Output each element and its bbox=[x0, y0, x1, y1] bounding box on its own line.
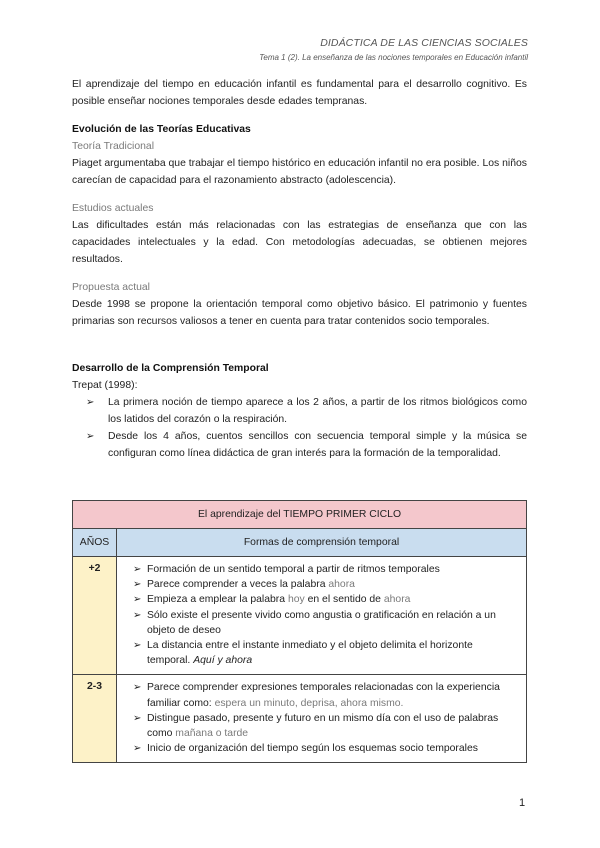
propuesta-section bbox=[72, 279, 527, 330]
tradicional-text: Piaget argumentaba que trabajar el tiempo histórico en educación infantil no era posible. Los niños carecían de capacidad para el razonamiento abstracto (adolescencia). bbox=[72, 158, 527, 186]
header-title: DIDÁCTICA DE LAS CIENCIAS SOCIALES bbox=[320, 37, 528, 49]
arrow-bullet-icon: ➢ bbox=[133, 579, 142, 591]
actuales-heading: Estudios actuales bbox=[72, 203, 154, 214]
desarrollo-section bbox=[72, 360, 527, 462]
arrow-bullet-icon: ➢ bbox=[133, 640, 142, 652]
list-item bbox=[129, 608, 514, 638]
list-item bbox=[129, 577, 514, 592]
forms-text: La distancia entre el instante inmediato y el objeto delimita el horizonte temporal. bbox=[147, 640, 473, 667]
forms-text: Empieza a emplear la palabra bbox=[147, 594, 288, 606]
arrow-bullet-icon: ➢ bbox=[133, 743, 142, 755]
arrow-bullet-icon: ➢ bbox=[133, 712, 142, 724]
bullet-text: La primera noción de tiempo aparece a los 2 años, a partir de los ritmos biológicos como los latidos del corazón o la respiración. bbox=[108, 397, 527, 425]
table-header-row bbox=[73, 529, 527, 557]
propuesta-text: Desde 1998 se propone la orientación temporal como objetivo básico. El patrimonio y fuentes primarias son recursos valiosos a tener en cuenta para tratar contenidos socio temporales. bbox=[72, 299, 527, 327]
bullet-text: Desde los 4 años, cuentos sencillos con secuencia temporal simple y la música se configuran como línea didáctica de gran interés para la formación de la temporalidad. bbox=[108, 431, 527, 459]
highlight-word: mañana o tarde bbox=[175, 728, 249, 740]
highlight-word: ahora bbox=[383, 594, 411, 606]
evolucion-section bbox=[72, 121, 527, 189]
arrow-bullet-icon: ➢ bbox=[133, 594, 142, 606]
desarrollo-heading: Desarrollo de la Comprensión Temporal bbox=[72, 363, 269, 374]
page-number: 1 bbox=[519, 797, 526, 809]
arrow-bullet-icon: ➢ bbox=[133, 564, 142, 575]
highlight-word: espera un minuto, deprisa, ahora mismo. bbox=[214, 697, 404, 709]
age-cell: +2 bbox=[73, 557, 117, 675]
forms-text: Distingue pasado, presente y futuro en un mismo día con el uso de palabras como bbox=[147, 712, 499, 740]
list-item bbox=[129, 680, 514, 710]
highlight-word: hoy bbox=[287, 594, 305, 606]
actuales-text: Las dificultades están más relacionadas con las estrategias de enseñanza que con las capacidades intelectuales y la edad. Con metodologías adecuadas, se obtienen mejores resultados. bbox=[72, 220, 527, 265]
table-row bbox=[73, 675, 527, 763]
forms-text: en el sentido de bbox=[304, 594, 384, 606]
list-item bbox=[129, 638, 514, 668]
list-item bbox=[129, 741, 514, 756]
desarrollo-source: Trepat (1998): bbox=[72, 380, 138, 391]
arrow-bullet-icon: ➢ bbox=[86, 397, 95, 408]
column-header-forms: Formas de comprensión temporal bbox=[117, 529, 527, 557]
primer-ciclo-table bbox=[72, 500, 527, 763]
propuesta-heading: Propuesta actual bbox=[72, 282, 150, 293]
column-header-age: AÑOS bbox=[73, 529, 117, 557]
list-item bbox=[72, 394, 527, 428]
list-item bbox=[72, 428, 527, 462]
actuales-section bbox=[72, 200, 527, 268]
forms-text: Inicio de organización del tiempo según los esquemas socio temporales bbox=[147, 743, 478, 755]
forms-text: Formación de un sentido temporal a partir de ritmos temporales bbox=[147, 564, 440, 575]
table-title: El aprendizaje del TIEMPO PRIMER CICLO bbox=[73, 501, 527, 529]
header-subtitle: Tema 1 (2). La enseñanza de las nociones temporales en Educación infantil bbox=[259, 53, 528, 62]
evolucion-heading: Evolución de las Teorías Educativas bbox=[72, 124, 251, 135]
table-row bbox=[73, 557, 527, 675]
table-title-row bbox=[73, 501, 527, 529]
age-cell: 2-3 bbox=[73, 675, 117, 763]
list-item bbox=[129, 562, 514, 577]
forms-cell bbox=[117, 557, 527, 675]
arrow-bullet-icon: ➢ bbox=[86, 431, 95, 442]
list-item bbox=[129, 592, 514, 607]
forms-text: Parece comprender expresiones temporales relacionadas con la experiencia familiar como: bbox=[147, 682, 500, 709]
tradicional-heading: Teoría Tradicional bbox=[72, 141, 155, 152]
list-item bbox=[129, 711, 514, 741]
forms-text: Parece comprender a veces la palabra bbox=[147, 579, 329, 591]
intro-paragraph bbox=[72, 76, 527, 110]
arrow-bullet-icon: ➢ bbox=[133, 609, 142, 621]
highlight-word: ahora bbox=[328, 579, 355, 591]
desarrollo-bullet-list bbox=[72, 394, 527, 462]
forms-cell bbox=[117, 675, 527, 763]
forms-text: Sólo existe el presente vivido como angustia o gratificación en relación a un objeto de deseo bbox=[147, 609, 496, 636]
intro-text: El aprendizaje del tiempo en educación infantil es fundamental para el desarrollo cognitivo. Es posible enseñar nociones temporales desde edades tempranas. bbox=[72, 79, 527, 107]
arrow-bullet-icon: ➢ bbox=[133, 682, 142, 694]
italic-phrase: Aquí y ahora bbox=[193, 655, 253, 667]
